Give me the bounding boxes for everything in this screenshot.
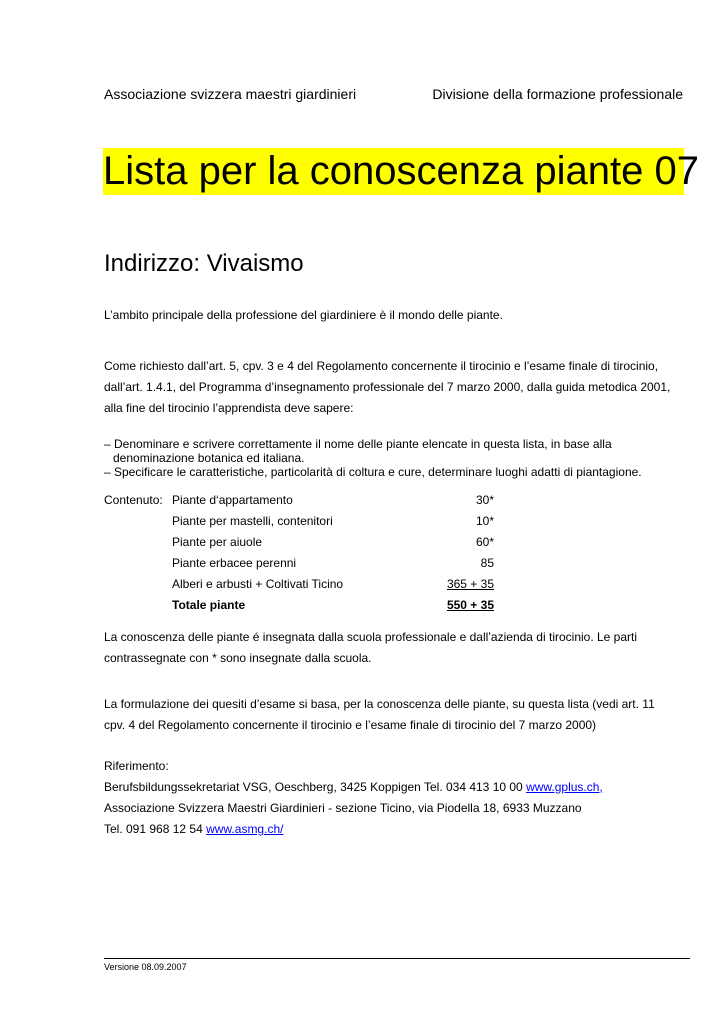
requirement-line: Come richiesto dall’art. 5, cpv. 3 e 4 del Regolamento concernente il tirocinio e l’esame finale di tirocinio,: [104, 359, 659, 373]
reference-heading: Riferimento:: [104, 759, 169, 773]
content-count: 10*: [475, 514, 494, 528]
reference-line: [104, 819, 603, 840]
content-category: Piante d‘appartamento: [172, 493, 293, 507]
exam-paragraph: [104, 694, 655, 736]
content-label: Contenuto:: [104, 493, 163, 507]
content-row: [0, 490, 724, 511]
reference-text: Tel. 091 968 12 54: [104, 822, 207, 836]
exam-line: cpv. 4 del Regolamento concernente il tirocinio e l’esame finale di tirocinio del 7 marzo 2000): [104, 718, 597, 732]
requirement-line: dall’art. 1.4.1, del Programma d’insegnamento professionale del 7 marzo 2000, dalla guida metodica 2001,: [104, 380, 671, 394]
content-count: 30*: [475, 493, 494, 507]
bullet-item: – Specificare le caratteristiche, particolarità di coltura e cure, determinare luoghi adatti di piantagione.: [104, 465, 642, 479]
content-count: 85: [480, 556, 494, 570]
requirement-paragraph: [104, 356, 670, 419]
content-total-label: Totale piante: [172, 598, 246, 612]
document-subtitle: Indirizzo: Vivaismo: [104, 250, 304, 277]
content-row: [0, 574, 724, 595]
content-total-row: [0, 595, 724, 616]
content-row: [0, 532, 724, 553]
asmg-link[interactable]: www.asmg.ch/: [206, 822, 284, 836]
content-category: Piante erbacee perenni: [172, 556, 297, 570]
bullet-list: [104, 437, 642, 479]
document-title: Lista per la conoscenza piante 07: [103, 149, 699, 193]
teaching-line: contrassegnate con * sono insegnate dalla scuola.: [104, 651, 372, 665]
content-category: Piante per mastelli, contenitori: [172, 514, 333, 528]
reference-line: [104, 777, 603, 798]
content-count: 365 + 35: [446, 577, 494, 591]
content-category: Piante per aiuole: [172, 535, 263, 549]
header-division: Divisione della formazione professionale: [432, 86, 683, 102]
bullet-item: – Denominare e scrivere correttamente il nome delle piante elencate in questa lista, in base alla: [104, 437, 612, 451]
content-category: Alberi e arbusti + Coltivati Ticino: [172, 577, 344, 591]
teaching-line: La conoscenza delle piante é insegnata dalla scuola professionale e dall’azienda di tirocinio. Le parti: [104, 630, 638, 644]
content-row: [0, 553, 724, 574]
content-count: 60*: [475, 535, 494, 549]
content-row: [0, 511, 724, 532]
intro-paragraph: L’ambito principale della professione del giardiniere è il mondo delle piante.: [104, 308, 503, 322]
reference-block: [104, 756, 603, 840]
gplus-link[interactable]: www.gplus.ch,: [526, 780, 603, 794]
bullet-item-continuation: denominazione botanica ed italiana.: [113, 451, 305, 465]
content-total-count: 550 + 35: [446, 598, 494, 612]
teaching-paragraph: [104, 627, 637, 669]
footer-version: Versione 08.09.2007: [104, 962, 187, 972]
reference-text: Berufsbildungssekretariat VSG, Oeschberg, 3425 Koppigen Tel. 034 413 10 00: [104, 780, 527, 794]
footer-divider: [104, 958, 690, 959]
reference-line: Associazione Svizzera Maestri Giardinieri - sezione Ticino, via Piodella 18, 6933 Muzzano: [104, 801, 582, 815]
header-organization: Associazione svizzera maestri giardinieri: [104, 86, 357, 102]
exam-line: La formulazione dei quesiti d’esame si basa, per la conoscenza delle piante, su questa lista (vedi art. 11: [104, 697, 655, 711]
requirement-line: alla fine del tirocinio l’apprendista deve sapere:: [104, 401, 354, 415]
